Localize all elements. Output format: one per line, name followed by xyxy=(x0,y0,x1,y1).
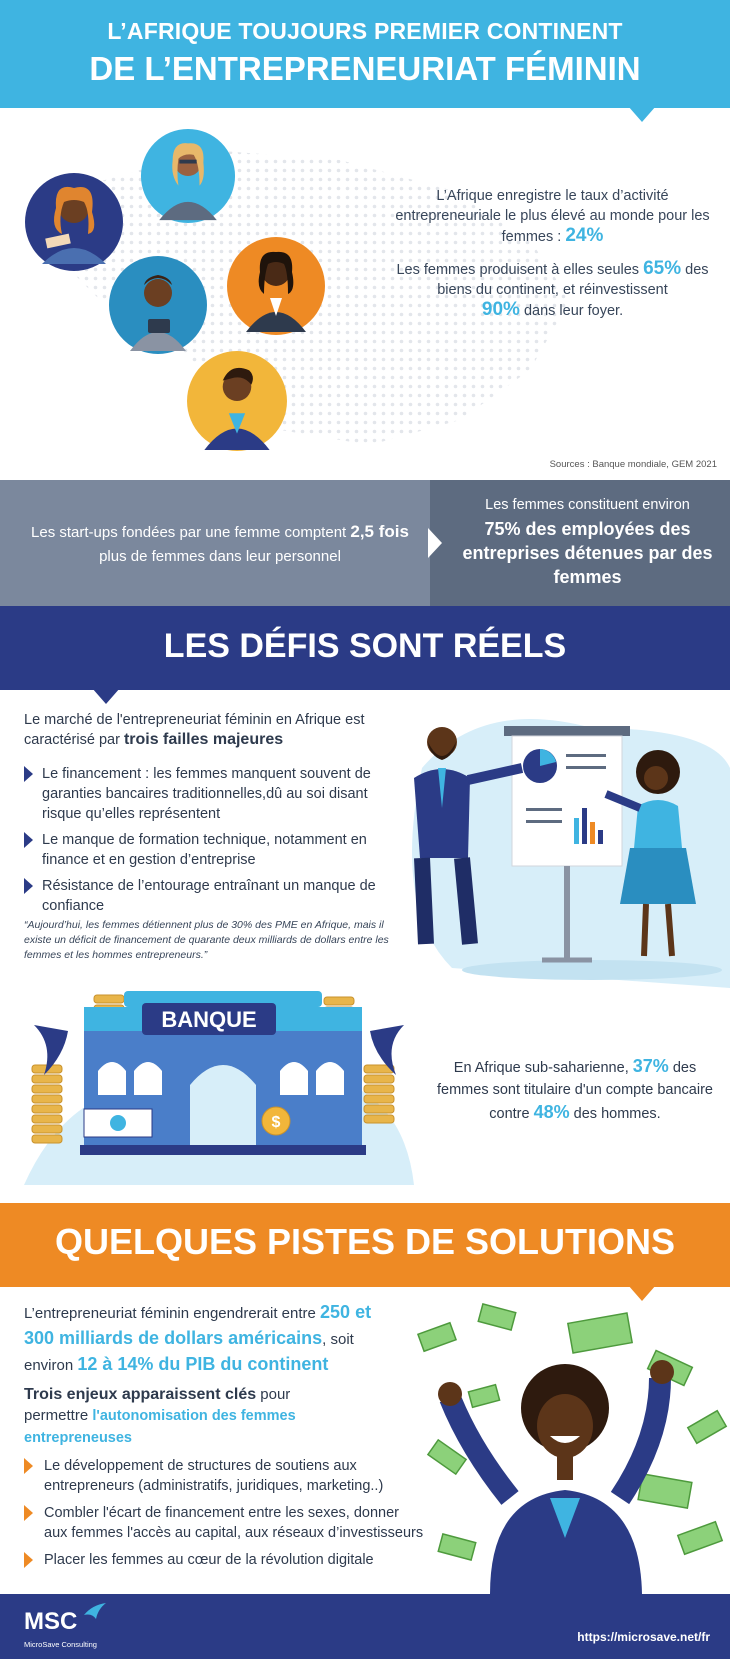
intro-p2-text-b: des biens du continent, et réinvestissent xyxy=(437,262,709,298)
msc-logo-subtitle: MicroSave Consulting xyxy=(24,1640,97,1649)
triangle-bullet-icon xyxy=(24,1552,33,1568)
presentation-illustration xyxy=(392,708,730,988)
list-item xyxy=(24,830,394,870)
list-item xyxy=(24,764,394,824)
bank-illustration xyxy=(24,975,414,1195)
triangle-bullet-icon xyxy=(24,766,33,782)
employees-stat-value: 75% des employées des entreprises détenues par des femmes xyxy=(462,519,713,587)
solutions-intro xyxy=(24,1300,404,1378)
defis-quote: “Aujourd’hui, les femmes détiennent plus de 30% des PME en Afrique, mais il existe un déficit de financement de quarante deux milliards de dollars entre les femmes et les hommes entrepreneurs.” xyxy=(24,919,389,961)
bank-account-stat xyxy=(430,1055,720,1125)
header-title-line1: L’AFRIQUE TOUJOURS PREMIER CONTINENT xyxy=(107,18,623,44)
solutions-intro-text-a: L’entrepreneuriat féminin engendrerait entre xyxy=(24,1305,316,1322)
employees-stat xyxy=(455,494,720,589)
startup-stat xyxy=(20,520,420,569)
bank-stat-text-a: En Afrique sub-saharienne, xyxy=(453,1060,629,1076)
enjeux-bold: Trois enjeux apparaissent clés xyxy=(24,1386,257,1403)
triangle-bullet-icon xyxy=(24,878,33,894)
startup-stat-text-b: plus de femmes dans leur personnel xyxy=(99,548,341,565)
intro-p2-text-a: Les femmes produisent à elles seules xyxy=(396,262,640,278)
header-notch xyxy=(628,106,656,122)
solutions-intro-value: 250 et 300 milliards de dollars américains xyxy=(24,1302,372,1348)
startup-stat-value: 2,5 fois xyxy=(350,522,409,541)
svg-text:$: $ xyxy=(271,1114,281,1131)
bank-stat-women: 37% xyxy=(632,1056,669,1076)
triangle-bullet-icon xyxy=(24,1505,33,1521)
bank-stat-men: 48% xyxy=(533,1102,570,1122)
solutions-title: QUELQUES PISTES DE SOLUTIONS xyxy=(54,1221,676,1262)
list-item xyxy=(24,1456,424,1496)
intro-p1-text: L’Afrique enregistre le taux d’activité entrepreneuriale le plus élevé au monde pour les femmes : xyxy=(395,188,710,245)
bank-sign-label: BANQUE xyxy=(161,1007,257,1032)
solutions-intro-pct: 12 à 14% du PIB du continent xyxy=(77,1354,329,1374)
defis-intro xyxy=(24,710,384,750)
list-item xyxy=(24,876,394,916)
triangle-bullet-icon xyxy=(24,1458,33,1474)
defis-intro-bold: trois failles majeures xyxy=(123,731,284,748)
woman-portrait-icon xyxy=(186,350,288,452)
solutions-bullet-text: Placer les femmes au cœur de la révolution digitale xyxy=(44,1552,374,1568)
defis-bullet-text: Résistance de l’entourage entraînant un manque de confiance xyxy=(42,878,376,914)
intro-p2-text-c: dans leur foyer. xyxy=(523,303,624,319)
woman-portrait-icon xyxy=(140,128,236,224)
bird-logo-icon xyxy=(84,1603,106,1619)
triangle-bullet-icon xyxy=(24,832,33,848)
enjeux-text: pour permettre xyxy=(24,1386,291,1424)
solutions-enjeux xyxy=(24,1384,344,1449)
solutions-intro-text-b: , soit environ xyxy=(24,1331,354,1374)
list-item xyxy=(24,1550,424,1570)
enjeux-highlight: l'autonomisation des femmes entrepreneuses xyxy=(24,1408,296,1446)
intro-stat-24: 24% xyxy=(565,225,604,246)
footer-bar xyxy=(0,1594,730,1659)
intro-stat-65: 65% xyxy=(643,258,682,279)
list-item xyxy=(24,1503,424,1543)
header-title-line2: DE L’ENTREPRENEURIAT FÉMININ xyxy=(89,50,641,87)
defis-title: LES DÉFIS SONT RÉELS xyxy=(163,627,567,665)
woman-portrait-icon xyxy=(226,236,326,336)
celebrating-woman-illustration xyxy=(410,1298,730,1594)
startup-stat-text-a: Les start-ups fondées par une femme comptent xyxy=(31,524,347,541)
sources-note: Sources : Banque mondiale, GEM 2021 xyxy=(549,459,717,470)
arrow-right-icon xyxy=(428,528,442,558)
solutions-bullet-text: Le développement de structures de soutiens aux entrepreneurs (administratifs, juridiques, marketing..) xyxy=(44,1458,384,1494)
website-url[interactable]: https://microsave.net/fr xyxy=(577,1630,710,1644)
defis-intro-text: Le marché de l'entrepreneuriat féminin en Afrique est caractérisé par xyxy=(24,712,365,748)
intro-stats xyxy=(390,186,715,333)
bank-stat-text-b: des femmes sont titulaire d'un compte bancaire contre xyxy=(437,1060,713,1122)
intro-stat-90: 90% xyxy=(481,299,520,320)
defis-notch xyxy=(92,688,120,704)
defis-bullet-text: Le financement : les femmes manquent souvent de garanties bancaires traditionnelles,dû au soi disant risque qu’elles représentent xyxy=(42,766,371,822)
woman-portrait-icon xyxy=(108,255,208,355)
defis-bullet-text: Le manque de formation technique, notamment en finance et en gestion d’entreprise xyxy=(42,832,367,868)
employees-stat-text: Les femmes constituent environ xyxy=(485,497,690,513)
bank-stat-text-c: des hommes. xyxy=(573,1106,661,1122)
solutions-bullet-text: Combler l'écart de financement entre les sexes, donner aux femmes l'accès au capital, aux réseaux d’investisseurs xyxy=(44,1505,424,1541)
msc-logo: MSC xyxy=(24,1608,78,1635)
